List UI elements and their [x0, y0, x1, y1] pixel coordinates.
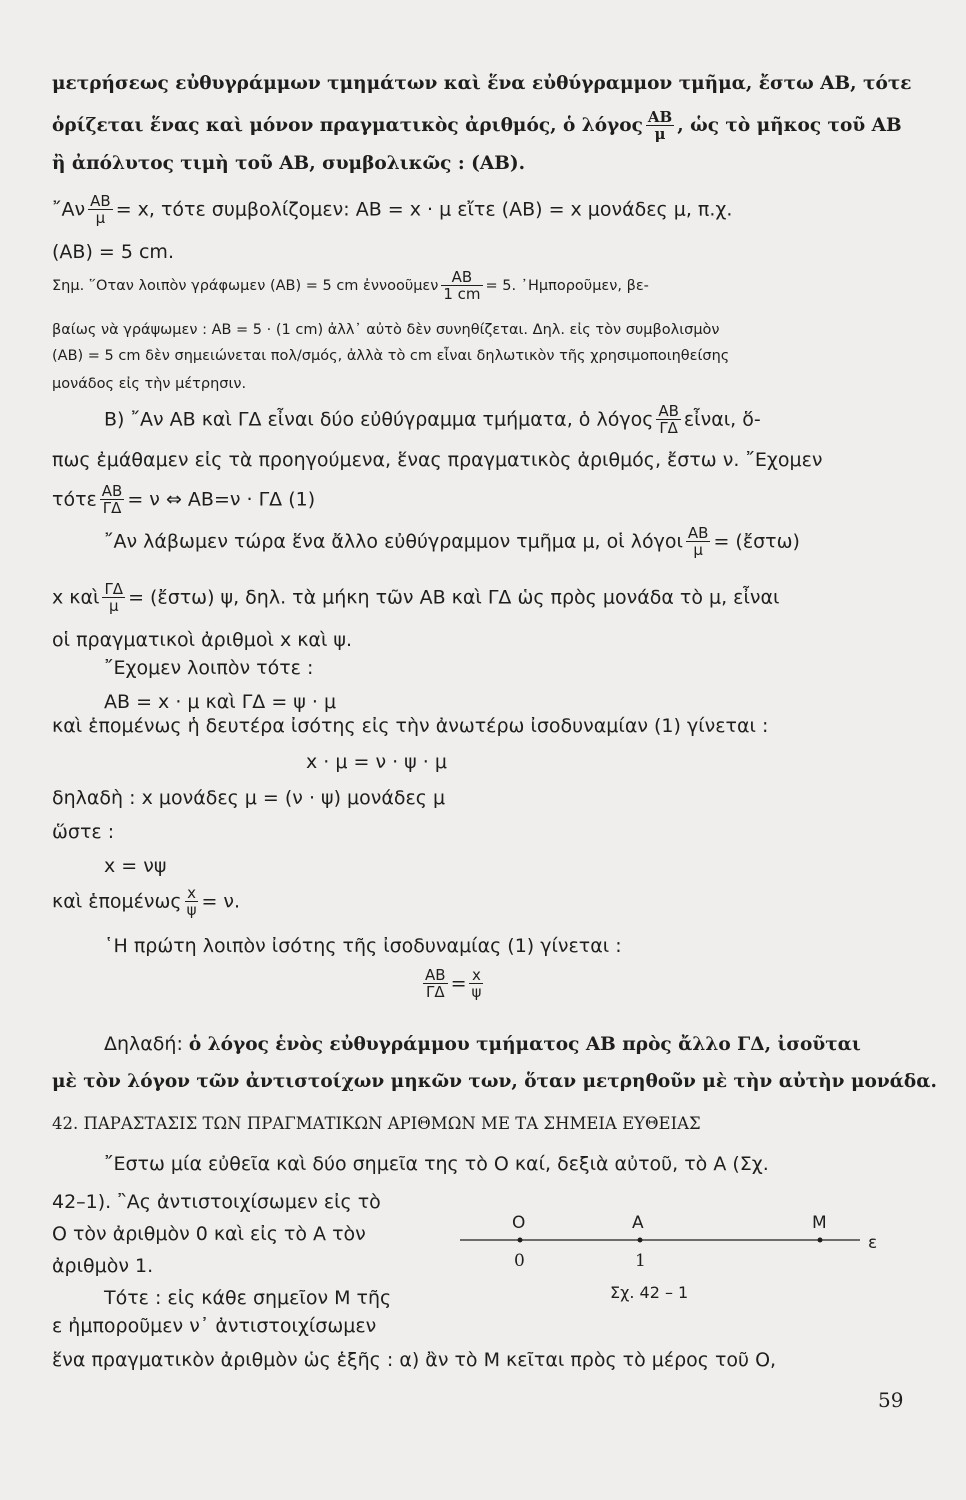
fraction-ab-gd	[656, 404, 681, 436]
note-line: μονάδος εἰς τὴν μέτρησιν.	[52, 376, 247, 392]
fraction-denominator: ψ	[471, 983, 482, 1001]
fraction-numerator: ΑΒ	[101, 482, 123, 500]
text-segment: = ν.	[201, 890, 241, 913]
formula-line	[420, 968, 720, 1000]
text-line: ἕνα πραγματικὸν ἀριθμὸν ὡς ἑξῆς : α) ἂν τὸ Μ κεῖται πρὸς τὸ μέρος τοῦ Ο,	[52, 1349, 777, 1371]
text-line: ῾Η πρώτη λοιπὸν ἰσότης τῆς ἰσοδυναμίας (1) γίνεται :	[104, 935, 622, 957]
fraction-numerator: ΑΒ	[425, 966, 446, 984]
number-1: 1	[635, 1251, 646, 1271]
formula-line: ΑΒ = x · μ καὶ ΓΔ = ψ · μ	[104, 691, 337, 713]
text-segment: = (ἔστω) ψ, δηλ. τὰ μήκη τῶν ΑΒ καὶ ΓΔ ὡς πρὸς μονάδα τὸ μ, εἶναι	[128, 586, 780, 609]
fraction-gd-mu	[102, 582, 125, 614]
text-segment: Δηλαδή:	[104, 1033, 189, 1055]
text-line	[52, 194, 912, 226]
text-line: ε ἠμποροῦμεν ν᾿ ἀντιστοιχίσωμεν	[52, 1315, 377, 1337]
text-line: Ο τὸν ἀριθμὸν 0 καὶ εἰς τὸ Α τὸν	[52, 1223, 366, 1245]
point-a-mark	[638, 1238, 643, 1243]
emphasis-text: ὁ λόγος ἑνὸς εὐθυγράμμου τμήματος ΑΒ πρὸς ἄλλο ΓΔ, ἰσοῦται	[188, 1034, 861, 1055]
text-segment: καὶ ἑπομένως	[52, 890, 182, 913]
text-line: ἀριθμὸν 1.	[52, 1255, 154, 1277]
fraction-denominator: ΓΔ	[423, 983, 448, 1000]
fraction-numerator: x	[471, 966, 481, 984]
text-segment: ὁρίζεται ἕνας καὶ μόνον πραγματικὸς ἀριθμός, ὁ λόγος	[52, 115, 643, 136]
note-line: βαίως νὰ γράψωμεν : ΑΒ = 5 · (1 cm) ἀλλ᾿ αὐτὸ δὲν συνηθίζεται. Δηλ. εἰς τὸν συμβολισμὸν	[52, 322, 720, 338]
fraction-numerator: ΑΒ	[647, 108, 673, 126]
text-line: μετρήσεως εὐθυγράμμων τμημάτων καὶ ἕνα εὐθύγραμμον τμῆμα, ἔστω ΑΒ, τότε	[52, 73, 912, 94]
text-segment: = 5. ᾿Ημποροῦμεν, βε-	[485, 278, 649, 294]
fraction-denominator: μ	[88, 209, 113, 226]
text-line	[104, 526, 912, 558]
text-segment: = ν ⇔ ΑΒ=ν · ΓΔ (1)	[127, 488, 316, 511]
text-line: ῎Εχομεν λοιπὸν τότε :	[104, 657, 314, 679]
fraction-numerator: ΑΒ	[90, 192, 111, 210]
text-segment: ῎Αν	[52, 198, 86, 221]
text-line: Τότε : εἰς κάθε σημεῖον Μ τῆς	[104, 1287, 392, 1309]
text-line	[52, 886, 912, 918]
text-line: δηλαδὴ : x μονάδες μ = (ν · ψ) μονάδες μ	[52, 787, 446, 809]
text-line: ἢ ἀπόλυτος τιμὴ τοῦ ΑΒ, συμβολικῶς : (ΑΒ).	[52, 153, 526, 174]
text-line: μὲ τὸν λόγον τῶν ἀντιστοίχων μηκῶν των, ὅταν μετρηθοῦν μὲ τὴν αὐτὴν μονάδα.	[52, 1071, 937, 1092]
fraction-numerator: ΓΔ	[104, 580, 124, 598]
label-m: Μ	[812, 1213, 827, 1233]
text-line: (ΑΒ) = 5 cm.	[52, 241, 174, 263]
fraction-numerator: ΑΒ	[658, 402, 679, 420]
label-e: ε	[868, 1233, 878, 1253]
fraction-ab-mu	[646, 110, 674, 142]
fraction-ab-mu	[88, 194, 113, 226]
fraction-denominator: μ	[646, 125, 674, 142]
fraction-denominator: μ	[686, 541, 711, 558]
page-number: 59	[878, 1388, 904, 1412]
fraction-numerator: ΑΒ	[687, 524, 709, 542]
text-line	[52, 110, 912, 142]
point-m-mark	[818, 1238, 823, 1243]
fraction-x-psi	[185, 886, 199, 918]
text-line: 42–1). ῍Ας ἀντιστοιχίσωμεν εἰς τὸ	[52, 1191, 381, 1213]
text-segment: = x, τότε συμβολίζομεν: ΑΒ = x · μ εἴτε (ΑΒ) = x μονάδες μ, π.χ.	[115, 198, 733, 221]
equals-sign: =	[450, 972, 467, 995]
text-segment: x καὶ	[52, 586, 100, 609]
text-line	[104, 1032, 912, 1057]
text-line	[52, 582, 912, 614]
fraction-x-psi	[469, 968, 483, 1000]
formula-line: x = νψ	[104, 855, 167, 877]
text-line: οἱ πραγματικοὶ ἀριθμοὶ x καὶ ψ.	[52, 629, 353, 651]
text-line: ὥστε :	[52, 821, 115, 843]
section-heading: 42. ΠΑΡΑΣΤΑΣΙΣ ΤΩΝ ΠΡΑΓΜΑΤΙΚΩΝ ΑΡΙΘΜΩΝ ΜΕ ΤΑ ΣΗΜΕΙΑ ΕΥΘΕΙΑΣ	[52, 1114, 701, 1133]
formula-line: x · μ = ν · ψ · μ	[306, 751, 447, 773]
text-line	[52, 484, 912, 516]
fraction-denominator: ΓΔ	[656, 419, 681, 436]
fraction-denominator: ψ	[186, 901, 197, 919]
figure-caption: Σχ. 42 – 1	[610, 1283, 689, 1302]
point-o-mark	[518, 1238, 523, 1243]
fraction-denominator: ΓΔ	[100, 499, 125, 516]
fraction-ab-mu	[686, 526, 711, 558]
text-segment: ῎Αν λάβωμεν τώρα ἕνα ἄλλο εὐθύγραμμον τμῆμα μ, οἱ λόγοι	[104, 530, 683, 553]
label-a: Α	[632, 1213, 644, 1233]
note-line: (ΑΒ) = 5 cm δὲν σημειώνεται πολ/σμός, ἀλλὰ τὸ cm εἶναι δηλωτικὸν τῆς χρησιμοποιηθείσης	[52, 348, 730, 364]
text-segment: τότε	[52, 488, 97, 511]
note-line	[52, 270, 912, 302]
text-line	[104, 404, 912, 436]
text-line: πως ἐμάθαμεν εἰς τὰ προηγούμενα, ἕνας πραγματικὸς ἀριθμός, ἔστω ν. ῎Εχομεν	[52, 449, 823, 471]
fraction-ab-cm	[441, 270, 482, 302]
fraction-denominator: μ	[102, 597, 125, 614]
text-segment: Β) ῎Αν ΑΒ καὶ ΓΔ εἶναι δύο εὐθύγραμμα τμήματα, ὁ λόγος	[104, 408, 654, 431]
number-line-figure	[460, 1200, 900, 1310]
fraction-numerator: x	[187, 884, 196, 902]
label-o: Ο	[512, 1213, 526, 1233]
fraction-ab-gd	[423, 968, 448, 1000]
fraction-denominator: 1 cm	[443, 285, 481, 303]
text-line: ῎Εστω μία εὐθεῖα καὶ δύο σημεῖα της τὸ Ο καί, δεξιὰ αὐτοῦ, τὸ Α (Σχ.	[104, 1153, 769, 1175]
text-segment: , ὡς τὸ μῆκος τοῦ ΑΒ	[677, 115, 902, 136]
text-segment: Σημ. ῞Οταν λοιπὸν γράφωμεν (ΑΒ) = 5 cm ἐννοοῦμεν	[52, 278, 439, 294]
fraction-numerator: ΑΒ	[451, 268, 473, 286]
number-0: 0	[514, 1251, 525, 1271]
fraction-ab-gd	[100, 484, 125, 516]
text-segment: εἶναι, ὅ-	[683, 408, 761, 431]
text-line: καὶ ἑπομένως ἡ δευτέρα ἰσότης εἰς τὴν ἀνωτέρω ἰσοδυναμίαν (1) γίνεται :	[52, 715, 769, 737]
text-segment: = (ἔστω)	[713, 530, 800, 553]
